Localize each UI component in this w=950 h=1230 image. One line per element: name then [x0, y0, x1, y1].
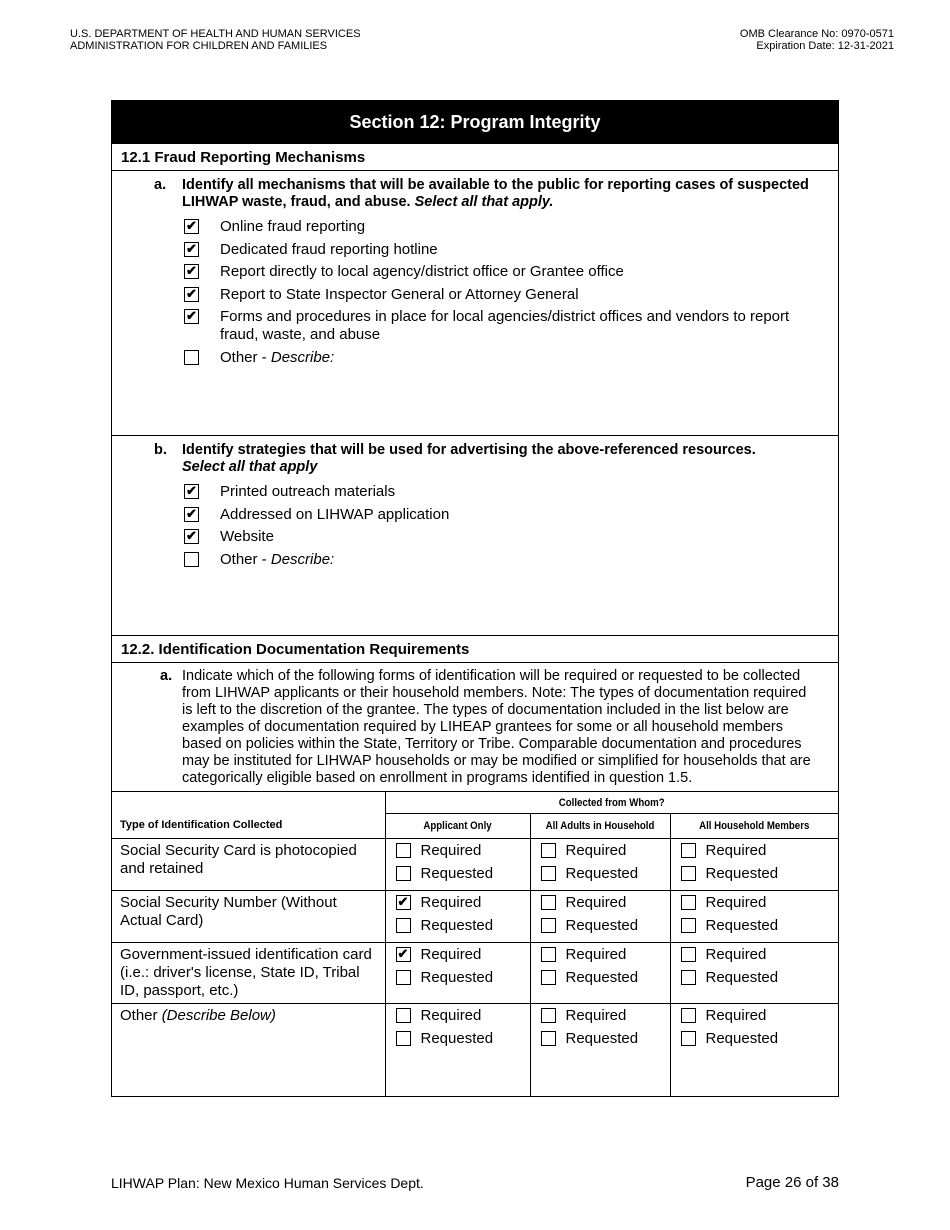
checkbox-option[interactable]: [184, 263, 838, 281]
checked-checkbox-icon[interactable]: ✔: [396, 947, 411, 962]
applicant-only-header: Applicant Only: [394, 814, 522, 839]
question-text: Identify all mechanisms that will be available to the public for reporting cases of suspected LIHWAP waste, fraud, and abuse. Select all that apply.: [182, 177, 809, 210]
checkbox-option[interactable]: [541, 865, 660, 883]
page-number: Page 26 of 38: [745, 1174, 839, 1191]
checkbox-icon[interactable]: [681, 1008, 696, 1023]
checkbox-option[interactable]: [681, 865, 829, 883]
agency-header: [70, 28, 361, 52]
option-label: Report directly to local agency/district office or Grantee office: [220, 263, 624, 280]
checked-checkbox-icon[interactable]: ✔: [184, 507, 199, 522]
option-label: Required: [420, 842, 482, 859]
checkbox-option[interactable]: [396, 1030, 520, 1048]
checked-checkbox-icon[interactable]: ✔: [184, 219, 199, 234]
identification-table: [112, 791, 838, 1096]
question-text: Identify strategies that will be used for advertising the above-referenced resources. Select all that apply: [182, 442, 756, 475]
checkbox-option[interactable]: [396, 842, 520, 860]
identification-type: Government-issued identification card (i.e.: driver's license, State ID, Tribal ID, passport, etc.): [112, 943, 385, 1004]
fraud-reporting-heading: 12.1 Fraud Reporting Mechanisms: [112, 143, 838, 170]
checkbox-icon[interactable]: [541, 970, 556, 985]
option-label: Required: [420, 1007, 482, 1024]
administration-name: ADMINISTRATION FOR CHILDREN AND FAMILIES: [70, 40, 328, 52]
checkbox-option[interactable]: [184, 528, 838, 546]
checkbox-icon[interactable]: [396, 1008, 411, 1023]
members-cell: [670, 891, 838, 943]
checkbox-icon[interactable]: [681, 947, 696, 962]
option-label: Required: [565, 842, 627, 859]
section-title: Section 12: Program Integrity: [112, 101, 838, 143]
checked-checkbox-icon[interactable]: ✔: [184, 287, 199, 302]
checkbox-icon[interactable]: [541, 843, 556, 858]
table-row: [112, 891, 838, 943]
option-label: Requested: [420, 865, 494, 882]
option-label: Requested: [565, 969, 639, 986]
option-label: Requested: [565, 865, 639, 882]
option-label: Printed outreach materials: [220, 483, 396, 500]
checkbox-option[interactable]: [184, 551, 838, 569]
checkbox-icon[interactable]: [681, 1031, 696, 1046]
checkbox-option[interactable]: [184, 506, 838, 524]
question-text: Indicate which of the following forms of identification will be required or requested to be collected from LIHWAP applicants or their household members. Note: The types of documentation required is left to the discretion of the grantee. The types of documentation included in the list below are examples of documentation required by LIHEAP grantees for some or all household members based on policies within the State, Territory or Tribe. Comparable documentation and procedures may be instituted for LIHWAP households or may be modified or simplified for households that are categorically eligible based on enrollment in programs identified in question 1.5.: [182, 668, 811, 786]
identification-type: Other (Describe Below): [112, 1004, 385, 1096]
checkbox-option[interactable]: [184, 218, 838, 236]
checkbox-option[interactable]: [541, 842, 660, 860]
table-row: [112, 1004, 838, 1096]
checkbox-icon[interactable]: [184, 552, 199, 567]
option-label: Requested: [565, 917, 639, 934]
checkbox-option[interactable]: [396, 917, 520, 935]
option-label: Required: [565, 946, 627, 963]
checkbox-icon[interactable]: [541, 1008, 556, 1023]
collected-from-header: Collected from Whom?: [412, 792, 811, 814]
checkbox-option[interactable]: [541, 917, 660, 935]
option-label: Other - Describe:: [220, 550, 335, 568]
checkbox-option[interactable]: [541, 946, 660, 964]
checkbox-icon[interactable]: [396, 866, 411, 881]
checkbox-option[interactable]: [184, 349, 838, 367]
checked-checkbox-icon[interactable]: ✔: [184, 242, 199, 257]
checkbox-option[interactable]: [681, 894, 829, 912]
checkbox-option[interactable]: [681, 969, 829, 987]
adults-cell: [530, 943, 670, 1004]
expiration-date: Expiration Date: 12-31-2021: [756, 40, 894, 52]
question-12-1-a: [112, 170, 838, 435]
omb-header: [740, 28, 894, 52]
option-label: Required: [420, 894, 482, 911]
applicant-cell: [385, 891, 530, 943]
footer-plan-name: LIHWAP Plan: New Mexico Human Services Dept.: [111, 1175, 424, 1191]
option-label: Requested: [420, 969, 494, 986]
members-cell: [670, 839, 838, 891]
checked-checkbox-icon[interactable]: ✔: [184, 529, 199, 544]
option-label: Dedicated fraud reporting hotline: [220, 240, 438, 258]
option-label: Report to State Inspector General or Attorney General: [220, 285, 579, 303]
checkbox-option[interactable]: [184, 241, 838, 259]
checkbox-option[interactable]: [396, 1007, 520, 1025]
checkbox-option[interactable]: [541, 1007, 660, 1025]
checkbox-icon[interactable]: [184, 350, 199, 365]
question-12-1-b: [112, 435, 838, 635]
checkbox-option[interactable]: [541, 1030, 660, 1048]
option-label: Requested: [705, 865, 779, 882]
checkbox-option[interactable]: [541, 894, 660, 912]
applicant-cell: [385, 943, 530, 1004]
option-label: Requested: [565, 1030, 639, 1047]
checkbox-icon[interactable]: [681, 895, 696, 910]
identification-heading: 12.2. Identification Documentation Requirements: [112, 635, 838, 662]
option-label: Required: [420, 946, 482, 963]
checkbox-icon[interactable]: [681, 866, 696, 881]
checked-checkbox-icon[interactable]: ✔: [396, 895, 411, 910]
question-12-2-a: [112, 662, 838, 791]
checkbox-option[interactable]: [681, 1007, 829, 1025]
advertising-strategy-options: [112, 483, 838, 569]
identification-type: Social Security Card is photocopied and retained: [112, 839, 385, 891]
checkbox-option[interactable]: [184, 483, 838, 501]
checkbox-option[interactable]: [184, 286, 838, 304]
option-label: Required: [705, 946, 767, 963]
members-cell: [670, 943, 838, 1004]
agency-name: U.S. DEPARTMENT OF HEALTH AND HUMAN SERVICES: [70, 28, 361, 40]
checkbox-icon[interactable]: [681, 918, 696, 933]
checkbox-icon[interactable]: [541, 895, 556, 910]
table-row: [112, 943, 838, 1004]
all-members-header: All Household Members: [680, 814, 828, 839]
option-label: Online fraud reporting: [220, 218, 366, 235]
question-label: b.: [154, 442, 167, 458]
option-label: Required: [705, 1007, 767, 1024]
checkbox-option[interactable]: [396, 894, 520, 912]
checkbox-option[interactable]: [681, 842, 829, 860]
identification-type: Social Security Number (Without Actual Card): [112, 891, 385, 943]
adults-cell: [530, 839, 670, 891]
option-label: Required: [705, 894, 767, 911]
checkbox-icon[interactable]: [396, 970, 411, 985]
option-label: Requested: [420, 1030, 494, 1047]
fraud-mechanism-options: [112, 218, 838, 367]
checkbox-option[interactable]: [396, 946, 520, 964]
members-cell: [670, 1004, 838, 1096]
option-label: Forms and procedures in place for local agencies/district offices and vendors to report fraud, waste, and abuse: [220, 308, 790, 343]
applicant-cell: [385, 1004, 530, 1096]
table-row: [112, 839, 838, 891]
checkbox-icon[interactable]: [396, 1031, 411, 1046]
checked-checkbox-icon[interactable]: ✔: [184, 484, 199, 499]
checkbox-option[interactable]: [681, 917, 829, 935]
checkbox-option[interactable]: [396, 865, 520, 883]
checkbox-option[interactable]: [541, 969, 660, 987]
option-label: Requested: [705, 969, 779, 986]
adults-cell: [530, 891, 670, 943]
option-label: Other - Describe:: [220, 348, 335, 366]
checkbox-icon[interactable]: [681, 843, 696, 858]
option-label: Addressed on LIHWAP application: [220, 505, 450, 523]
checkbox-option[interactable]: [184, 308, 838, 344]
checked-checkbox-icon[interactable]: ✔: [184, 309, 199, 324]
option-label: Required: [705, 842, 767, 859]
checkbox-icon[interactable]: [541, 918, 556, 933]
option-label: Website: [220, 528, 274, 545]
question-label: a.: [154, 177, 167, 193]
all-adults-header: All Adults in Household: [538, 814, 661, 839]
type-column-header: Type of Identification Collected: [112, 792, 385, 839]
checkbox-option[interactable]: [681, 1030, 829, 1048]
checkbox-icon[interactable]: [541, 947, 556, 962]
option-label: Required: [565, 894, 627, 911]
applicant-cell: [385, 839, 530, 891]
option-label: Requested: [705, 917, 779, 934]
checkbox-icon[interactable]: [541, 1031, 556, 1046]
omb-clearance: OMB Clearance No: 0970-0571: [739, 28, 894, 40]
option-label: Requested: [420, 917, 494, 934]
checkbox-option[interactable]: [396, 969, 520, 987]
checkbox-icon[interactable]: [396, 843, 411, 858]
option-label: Required: [565, 1007, 627, 1024]
checkbox-icon[interactable]: [681, 970, 696, 985]
program-integrity-form: [111, 100, 839, 1097]
adults-cell: [530, 1004, 670, 1096]
checkbox-icon[interactable]: [541, 866, 556, 881]
question-label: a.: [160, 668, 173, 684]
checked-checkbox-icon[interactable]: ✔: [184, 264, 199, 279]
checkbox-icon[interactable]: [396, 918, 411, 933]
checkbox-option[interactable]: [681, 946, 829, 964]
option-label: Requested: [705, 1030, 779, 1047]
